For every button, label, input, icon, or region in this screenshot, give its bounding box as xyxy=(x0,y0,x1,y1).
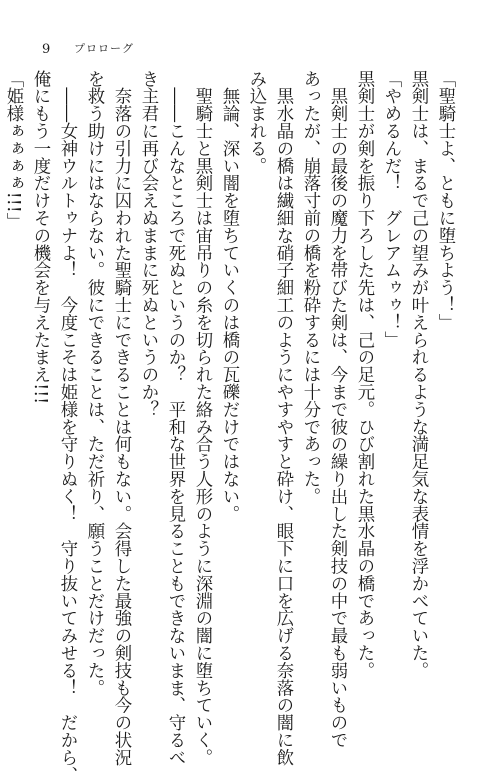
text-line: 無論、深い闇を堕ちていくのは橋の瓦礫だけではない。 xyxy=(219,87,239,523)
body-text xyxy=(3,70,458,783)
text-line: き主君に再び会えぬままに死ぬというのか？ xyxy=(138,70,158,418)
text-line: 聖騎士と黒剣士は宙吊りの糸を切られた絡み合う人形のように深淵の闇に堕ちていく。 xyxy=(192,87,212,767)
text-line: 黒剣士は、まるで己の望みが叶えられるような満足気な表情を浮かべていた。 xyxy=(408,70,428,679)
text-line: 奈落の引力に囚われた聖騎士にできることは何もない。会得した最強の剣技も今の状況 xyxy=(111,87,131,767)
text-line: 黒剣士が剣を振り下ろした先は、己の足元。ひび割れた黒水晶の橋であった。 xyxy=(354,70,374,679)
chapter-title: プロローグ xyxy=(74,42,134,55)
text-line: 黒剣士の最後の魔力を帯びた剣は、今まで彼の繰り出した剣技の中で最も弱いもので xyxy=(327,87,347,749)
page-number: 9 xyxy=(42,42,51,57)
text-line: ――こんなところで死ぬというのか？ 平和な世界を見ることもできないまま、守るべ xyxy=(165,87,185,766)
text-line: あったが、崩落寸前の橋を粉砕するには十分であった。 xyxy=(300,70,320,505)
text-line: ――女神ウルトゥナよ！ 今度こそは姫様を守りぬく！ 守り抜いてみせる！ だから、 xyxy=(57,87,77,783)
text-line: 「聖騎士よ、ともに堕ちよう！」 xyxy=(435,70,455,331)
text-line: 「やめるんだ！ グレアムゥゥ！」 xyxy=(381,70,401,349)
text-line: み込まれる。 xyxy=(246,70,266,175)
text-line: 「姫様ぁぁぁぁ!!!」 xyxy=(3,70,23,231)
text-line: を救う助けにはならない。彼にできることは、ただ祈り、願うことだけだった。 xyxy=(84,70,104,697)
text-line: 黒水晶の橋は繊細な硝子細工のようにやすやすと砕け、眼下に口を広げる奈落の闇に飲 xyxy=(273,87,293,767)
text-line: 俺にもう一度だけその機会を与えたまえ!!! xyxy=(30,70,50,405)
